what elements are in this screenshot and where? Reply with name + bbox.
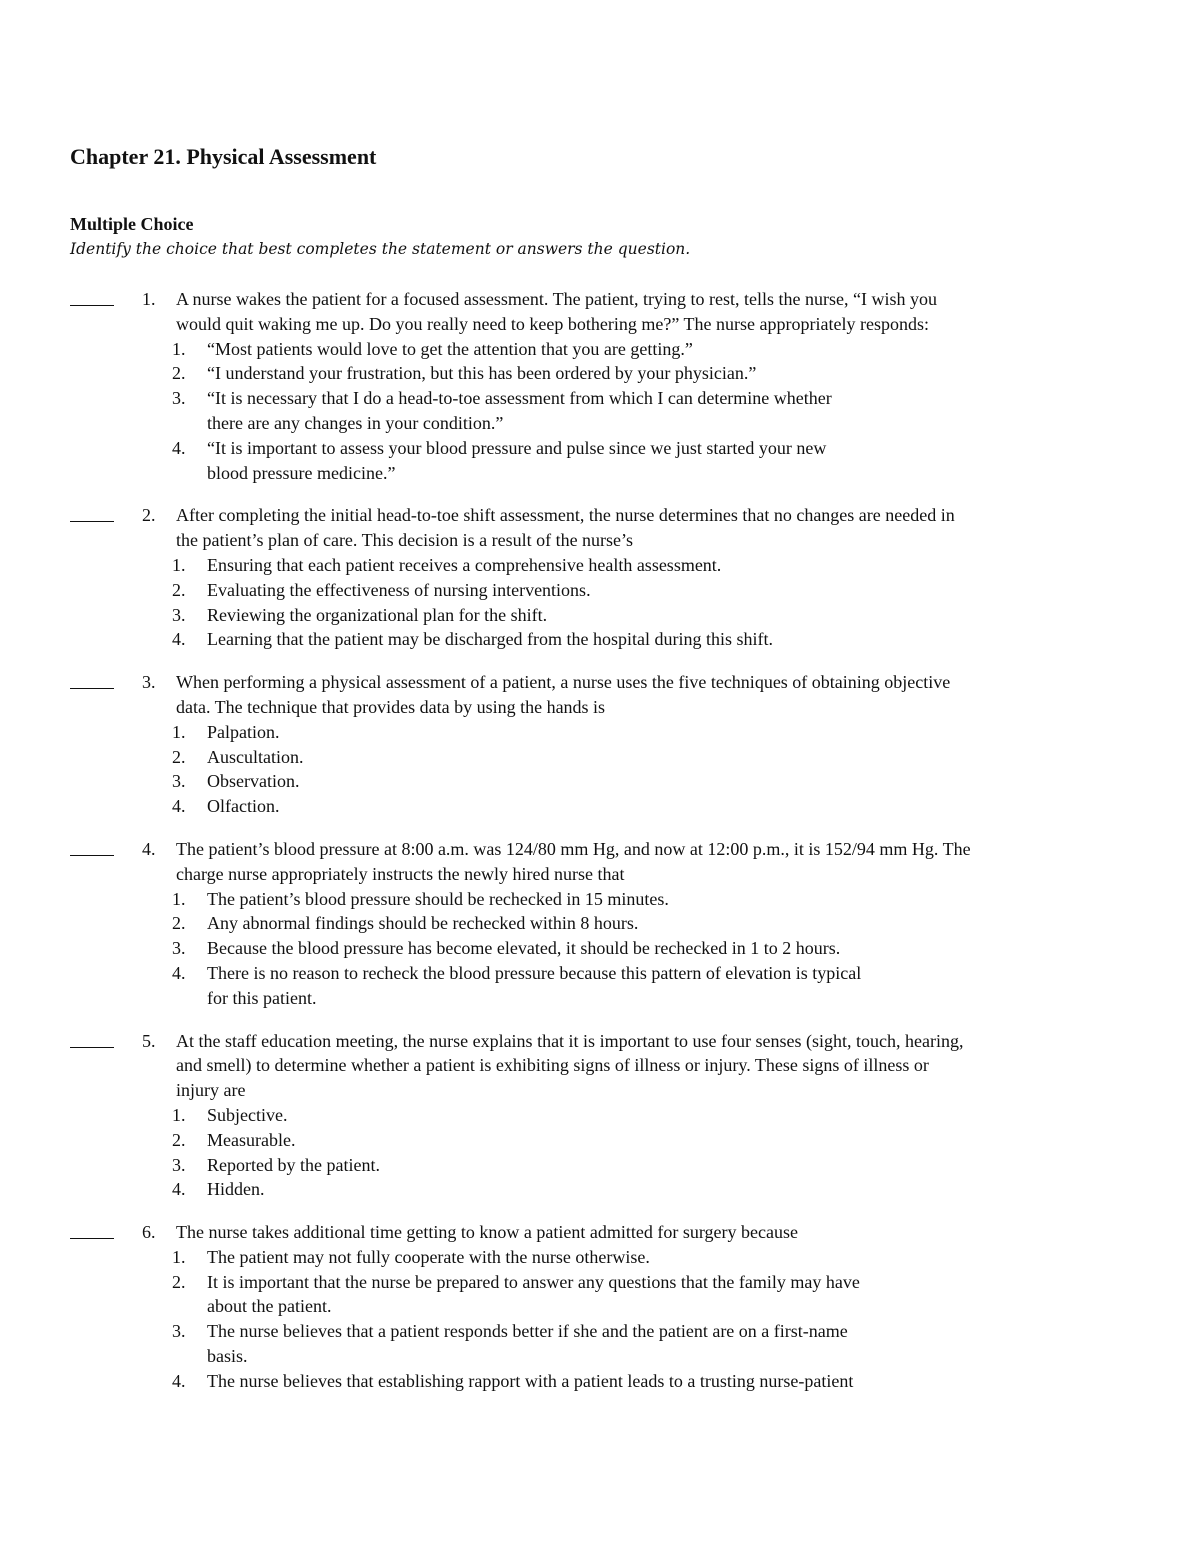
question-3 (0, 670, 1200, 819)
choice-number: 1. (172, 338, 186, 359)
choice-text-line: Olfaction. (207, 796, 280, 817)
choice-item (172, 720, 1007, 745)
stem-line: data. The technique that provides data by using the hands is (176, 696, 606, 717)
choice-item (172, 1270, 1007, 1320)
choice-item (172, 578, 1007, 603)
choice-item (172, 887, 1007, 912)
choice-item (172, 361, 1007, 386)
choice-text-line: “Most patients would love to get the attention that you are getting.” (207, 338, 693, 359)
choice-item (172, 1319, 1007, 1369)
choice-item (172, 553, 1007, 578)
question-number: 2. (142, 505, 156, 526)
choice-number: 3. (172, 604, 186, 625)
question-stem (176, 1220, 1126, 1245)
question-stem (176, 837, 1126, 887)
choice-item (172, 1153, 1007, 1178)
stem-line: the patient’s plan of care. This decision is a result of the nurse’s (176, 530, 634, 551)
choice-item (172, 337, 1007, 362)
choice-text-line: Reviewing the organizational plan for the shift. (207, 604, 548, 625)
choice-text-line: Learning that the patient may be discharged from the hospital during this shift. (207, 629, 774, 650)
stem-line: A nurse wakes the patient for a focused assessment. The patient, trying to rest, tells the nurse, “I wish you (176, 289, 937, 309)
choice-text-line: Measurable. (207, 1129, 296, 1150)
answer-blank[interactable] (70, 1029, 114, 1048)
choice-text-line: The patient may not fully cooperate with the nurse otherwise. (207, 1246, 650, 1267)
stem-line: When performing a physical assessment of a patient, a nurse uses the five techniques of obtaining objective (176, 672, 951, 693)
choice-number: 1. (172, 554, 186, 575)
choice-number: 2. (172, 579, 186, 600)
question-6 (0, 1220, 1200, 1394)
question-stem (176, 287, 1126, 337)
question-list (0, 287, 1200, 1412)
question-stem (176, 670, 1126, 720)
choice-item (172, 386, 1007, 436)
instructions-text: Identify the choice that best completes the statement or answers the question. (70, 240, 691, 258)
choice-text-line: The nurse believes that establishing rapport with a patient leads to a trusting nurse-patient (207, 1370, 854, 1391)
choice-text-line: basis. (207, 1346, 248, 1367)
choice-number: 2. (172, 1271, 186, 1292)
choice-text-line: Subjective. (207, 1104, 288, 1125)
choice-text-line: “It is important to assess your blood pressure and pulse since we just started your new (207, 437, 827, 458)
choice-text-line: “It is necessary that I do a head-to-toe assessment from which I can determine whether (207, 388, 832, 409)
answer-blank[interactable] (70, 670, 114, 689)
choice-item (172, 961, 1007, 1011)
question-stem (176, 503, 1126, 553)
choice-text-line: Reported by the patient. (207, 1154, 380, 1175)
answer-blank[interactable] (70, 503, 114, 522)
choice-list (0, 887, 1200, 1011)
choice-item (172, 627, 1007, 652)
question-5 (0, 1029, 1200, 1203)
question-number: 6. (142, 1222, 156, 1243)
choice-item (172, 1177, 1007, 1202)
choice-number: 3. (172, 771, 186, 792)
choice-number: 1. (172, 888, 186, 909)
choice-number: 2. (172, 1129, 186, 1150)
choice-list (0, 1245, 1200, 1394)
choice-text-line: Ensuring that each patient receives a comprehensive health assessment. (207, 554, 722, 575)
stem-line: charge nurse appropriately instructs the newly hired nurse that (176, 863, 625, 884)
stem-line: At the staff education meeting, the nurse explains that it is important to use four senses (sight, touch, hearing, (176, 1030, 964, 1051)
choice-item (172, 769, 1007, 794)
choice-item (172, 603, 1007, 628)
choice-number: 4. (172, 629, 186, 650)
choice-number: 4. (172, 1179, 186, 1200)
choice-text-line: Observation. (207, 771, 300, 792)
choice-text-line: “I understand your frustration, but this has been ordered by your physician.” (207, 363, 757, 384)
choice-number: 3. (172, 938, 186, 959)
stem-line: would quit waking me up. Do you really need to keep bothering me?” The nurse appropriately responds: (176, 313, 929, 334)
stem-line: The nurse takes additional time getting to know a patient admitted for surgery because (176, 1222, 798, 1243)
choice-item (172, 794, 1007, 819)
choice-text-line: It is important that the nurse be prepared to answer any questions that the family may have (207, 1271, 860, 1292)
choice-text-line: There is no reason to recheck the blood pressure because this pattern of elevation is typical (207, 962, 862, 983)
stem-line: injury are (176, 1080, 246, 1101)
choice-number: 4. (172, 1370, 186, 1391)
question-stem (176, 1029, 1126, 1103)
choice-number: 4. (172, 437, 186, 458)
choice-number: 1. (172, 1246, 186, 1267)
choice-list (0, 720, 1200, 819)
choice-number: 4. (172, 962, 186, 983)
choice-number: 4. (172, 796, 186, 817)
question-1 (0, 287, 1200, 485)
choice-text-line: Evaluating the effectiveness of nursing interventions. (207, 579, 591, 600)
answer-blank[interactable] (70, 837, 114, 856)
choice-text-line: about the patient. (207, 1296, 332, 1317)
choice-text-line: there are any changes in your condition.” (207, 412, 504, 433)
question-number: 1. (142, 289, 156, 309)
answer-blank[interactable] (70, 287, 114, 306)
choice-item (172, 911, 1007, 936)
choice-text-line: The nurse believes that a patient responds better if she and the patient are on a first-name (207, 1321, 848, 1342)
choice-text-line: The patient’s blood pressure should be rechecked in 15 minutes. (207, 888, 669, 909)
choice-item (172, 436, 1007, 486)
choice-text-line: Palpation. (207, 721, 280, 742)
stem-line: and smell) to determine whether a patient is exhibiting signs of illness or injury. These signs of illness or (176, 1055, 929, 1076)
choice-text-line: blood pressure medicine.” (207, 462, 396, 483)
choice-number: 3. (172, 1321, 186, 1342)
choice-item (172, 1128, 1007, 1153)
stem-line: After completing the initial head-to-toe shift assessment, the nurse determines that no changes are needed in (176, 505, 955, 526)
question-number: 4. (142, 838, 156, 859)
choice-text-line: Any abnormal findings should be rechecked within 8 hours. (207, 913, 639, 934)
choice-number: 3. (172, 388, 186, 409)
choice-number: 1. (172, 1104, 186, 1125)
stem-line: The patient’s blood pressure at 8:00 a.m. was 124/80 mm Hg, and now at 12:00 p.m., it is 152/94 mm Hg. The (176, 838, 971, 859)
choice-item (172, 1369, 1007, 1394)
choice-number: 2. (172, 746, 186, 767)
choice-text-line: for this patient. (207, 987, 317, 1008)
choice-number: 2. (172, 363, 186, 384)
question-number: 5. (142, 1030, 156, 1051)
choice-text-line: Because the blood pressure has become elevated, it should be rechecked in 1 to 2 hours. (207, 938, 841, 959)
question-4 (0, 837, 1200, 1011)
choice-number: 1. (172, 721, 186, 742)
section-heading: Multiple Choice (70, 214, 194, 234)
choice-text-line: Auscultation. (207, 746, 304, 767)
choice-item (172, 1103, 1007, 1128)
choice-item (172, 745, 1007, 770)
choice-list (0, 553, 1200, 652)
choice-text-line: Hidden. (207, 1179, 265, 1200)
chapter-title: Chapter 21. Physical Assessment (70, 144, 377, 169)
question-2 (0, 503, 1200, 652)
question-number: 3. (142, 672, 156, 693)
choice-item (172, 936, 1007, 961)
choice-list (0, 1103, 1200, 1202)
choice-number: 2. (172, 913, 186, 934)
answer-blank[interactable] (70, 1220, 114, 1239)
choice-number: 3. (172, 1154, 186, 1175)
choice-list (0, 337, 1200, 486)
choice-item (172, 1245, 1007, 1270)
